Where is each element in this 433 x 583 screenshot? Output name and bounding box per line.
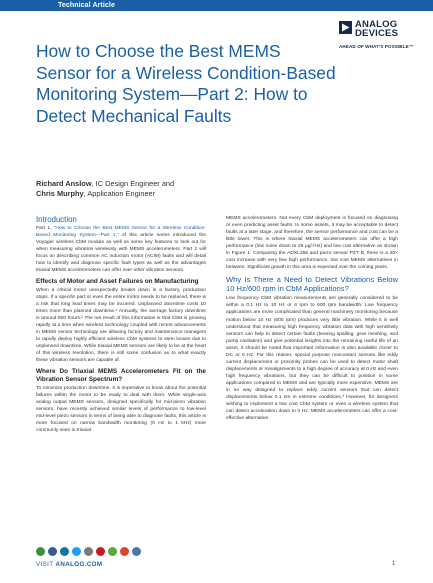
right-column bbox=[226, 215, 398, 422]
page-number: 1 bbox=[392, 561, 396, 567]
wechat-icon[interactable] bbox=[108, 547, 117, 556]
article-type-label: Technical Article bbox=[58, 2, 115, 9]
intro-prefix: Part 1, bbox=[36, 226, 54, 231]
ez-icon[interactable] bbox=[36, 547, 45, 556]
article-title: How to Choose the Best MEMS Sensor for a Wireless Condition-Based Monitoring System—Part 2: How to Detect Mechanical Faults bbox=[36, 41, 336, 126]
author-1-role: , IC Design Engineer and bbox=[91, 179, 175, 188]
weibo-icon[interactable] bbox=[120, 547, 129, 556]
visit-link[interactable] bbox=[36, 561, 102, 568]
author-2-name: Chris Murphy bbox=[36, 188, 84, 198]
twitter-icon[interactable] bbox=[72, 547, 81, 556]
intro-paragraph bbox=[36, 225, 206, 274]
author-2 bbox=[36, 189, 336, 199]
analog-devices-logo[interactable] bbox=[339, 20, 429, 50]
facebook-icon[interactable] bbox=[48, 547, 57, 556]
linkedin-icon[interactable] bbox=[60, 547, 69, 556]
logo-line-1: ANALOG bbox=[355, 19, 398, 30]
right-paragraph-1: MEMS accelerometers. Not every CbM deployment is focused on diagnosing or even predicting asset faults. In some assets, it may be acceptable to detect faults at a later stage, and therefore, the sensor performance and cost can be a little lower. This is where triaxial MEMS accelerometers can offer a high performance (low noise down to 25 μg/√Hz) and low cost alternative as shown in Figure 1. Comparing the ADXL356 and piezo sensor PZT B, there is a 20× cost increase with very few high performance, low cost MEMS alternatives in between. Significant growth in this area is expected over the coming years. bbox=[226, 216, 398, 271]
logo-line-2: DEVICES bbox=[355, 28, 399, 39]
email-icon[interactable] bbox=[84, 547, 93, 556]
right-paragraph-2: Low frequency CbM vibration measurements are generally considered to be within a 0.1 Hz to 10 Hz or 6 rpm to 600 rpm bandwidth. Low frequency applications are more complicated than general machinery monitoring because motion below 10 Hz (600 rpm) produces very little vibration. While it is well understood that measuring high frequency vibration data with high sensitivity sensors can help to detect certain faults (bearing spalling, gear meshing, and pump cavitation) and give potential insights into the remaining useful life of an asset, it should be noted that important information is also available closer to DC or 0 Hz. For this reason, special purpose noncontact sensors like eddy current displacement or proximity probes can be used to detect motor shaft displacements or misalignments to a high degree of accuracy at 0 Hz and even high frequency vibrations, but they can be difficult to position in some applications compared to MEMS and are typically more expensive. MEMS are in no way designed to replace eddy current sensors that can detect displacements below 0.1 nm in extreme conditions.³ However, for designers wishing to implement a low cost CbM system or even a wireless system that can detect acceleration down to 0 Hz, MEMS accelerometers can offer a cost-effective alternative. bbox=[226, 296, 398, 422]
top-bar bbox=[0, 0, 433, 11]
youtube-icon[interactable] bbox=[96, 547, 105, 556]
intro-heading: Introduction bbox=[36, 215, 77, 224]
section2-paragraph: To minimize production downtime, it is imperative to know about the potential failures within the motor to be ready to deal with them. While single-axis analog output MEMS sensors, designed specifically for mid-piezo vibration sensors, have recently achieved similar levels of performance to low-level mid-level piezo sensors in terms of being able to diagnose faults, this article is more focused on narrow bandwidth monitoring (0 Hz to 1 kHz) more commonly seen in triaxial bbox=[36, 385, 206, 433]
logo-tagline: AHEAD OF WHAT'S POSSIBLE™ bbox=[339, 44, 414, 49]
part1-link[interactable]: “How to Choose the Best MEMS Sensor for a Wireless Condition-Based Monitoring System—Part 1,” bbox=[36, 226, 207, 239]
section2-heading: Where Do Triaxial MEMS Accelerometers Fit on the Vibration Sensor Spectrum? bbox=[36, 368, 206, 384]
logo-wordmark bbox=[355, 20, 398, 38]
logo-triangle-icon bbox=[339, 21, 352, 34]
author-1 bbox=[36, 179, 336, 189]
visit-site: ANALOG.COM bbox=[55, 561, 103, 568]
section3-heading: Why Is There a Need to Detect Vibrations Below 10 Hz/600 rpm in CbM Applications? bbox=[226, 275, 398, 294]
left-column bbox=[36, 215, 206, 434]
section1-paragraph: When a critical motor unexpectedly breaks down in a factory, production stops. If a specific part or even the entire motor needs to be replaced, there is a risk that long lead times may be incurred. Unplanned downtime costs 10 times more than planned downtime.¹ Annually, the average factory downtime is around 800 hours.² The net result of this information is that CbM is growing rapidly at a time when wireless technology coupled with recent advancements in MEMS sensor technology are allowing factory and maintenance managers to rapidly deploy highly efficient wireless CbM systems to stem losses due to unplanned downtime. While triaxial MEMS sensors are likely to be at the heart of this wireless revolution, there is still some confusion as to what exactly these vibration sensors are capable of. bbox=[36, 287, 206, 364]
author-2-role: , Application Engineer bbox=[83, 188, 156, 198]
visit-prefix: VISIT bbox=[36, 561, 56, 568]
section1-heading: Effects of Motor and Asset Failures on Manufacturing bbox=[36, 278, 199, 286]
intro-body: of this article series introduced the Voyager wireless CbM module as well as some key features to look out for when measuring vibration wirelessly with MEMS accelerometers. Part 2 will focus on describing common AC induction motor (ACIM) faults and will detail how to identify and diagnose specific fault types as well as the advantages triaxial MEMS accelerometers can offer over other vibration sensors. bbox=[36, 233, 206, 274]
authors bbox=[36, 179, 336, 198]
author-1-name: Richard Anslow bbox=[36, 179, 92, 188]
vk-icon[interactable] bbox=[132, 547, 141, 556]
